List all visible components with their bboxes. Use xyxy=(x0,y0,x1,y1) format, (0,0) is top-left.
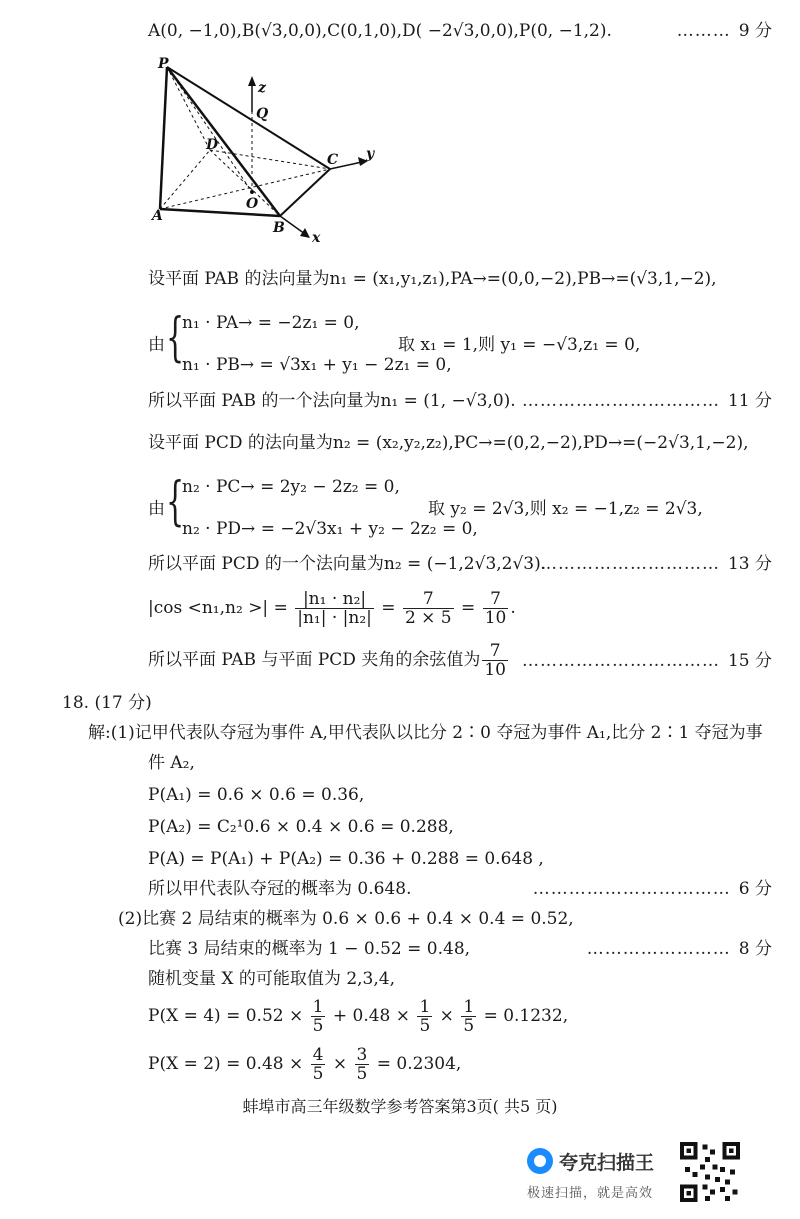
brand-name: 夸克扫描王 xyxy=(559,1152,655,1174)
edge-bc xyxy=(280,169,330,216)
score-15: …………………………… 15 分 xyxy=(521,651,772,671)
origin-dot xyxy=(250,190,254,194)
pab-eq2: n₁ · PB→ = √3x₁ + y₁ − 2z₁ = 0, xyxy=(182,355,452,375)
edge-ab xyxy=(160,209,280,216)
score-8: …………………… 8 分 xyxy=(586,939,772,959)
q18-pa1: P(A₁) = 0.6 × 0.6 = 0.36, xyxy=(148,785,365,805)
pab-solve: 取 x₁ = 1,则 y₁ = −√3,z₁ = 0, xyxy=(398,335,641,355)
label-x: x xyxy=(312,230,321,246)
q18-pa2: P(A₂) = C₂¹0.6 × 0.4 × 0.6 = 0.288, xyxy=(148,817,454,837)
pcd-solve: 取 y₂ = 2√3,则 x₂ = −1,z₂ = 2√3, xyxy=(428,499,703,519)
q18-part1-line1: 解:(1)记甲代表队夺冠为事件 A,甲代表队以比分 2∶0 夺冠为事件 A₁,比分 2∶1 夺冠为事 xyxy=(88,723,763,743)
q18-part2-line1: (2)比赛 2 局结束的概率为 0.6 × 0.6 + 0.4 × 0.4 = 0.52, xyxy=(118,909,574,929)
edge-ad xyxy=(160,150,210,209)
px2-line: P(X = 2) = 0.48 × $\frac{4}{5}$ × $\frac{3}{5}$ = 0.2304, xyxy=(148,1045,462,1084)
pcd-brace: { xyxy=(166,472,185,532)
pyramid-figure xyxy=(140,52,400,252)
score-13: ………………………… 13 分 xyxy=(539,554,772,574)
q18-header: 18. (17 分) xyxy=(62,693,152,713)
pab-you: 由 xyxy=(148,335,165,355)
pab-eq1: n₁ · PA→ = −2z₁ = 0, xyxy=(182,313,360,333)
pcd-eq2: n₂ · PD→ = −2√3x₁ + y₂ − 2z₂ = 0, xyxy=(182,519,478,539)
edge-pc xyxy=(167,67,330,169)
cos-line: |cos <n₁,n₂ >| = $\frac{\text{|n₁ · n₂|}}{\text{|n₁| · |n₂|}}$ = $\frac{7}{2 \times 5}$ = $\frac{7}{10}$ . xyxy=(148,589,516,628)
edge-pa xyxy=(160,67,167,209)
score-6: …………………………… 6 分 xyxy=(532,879,772,899)
label-p: P xyxy=(158,56,169,72)
label-b: B xyxy=(273,220,285,236)
q18-part2-line2: 比赛 3 局结束的概率为 1 − 0.52 = 0.48, xyxy=(148,939,471,959)
axis-x-arrow xyxy=(300,228,310,238)
label-c: C xyxy=(327,152,339,168)
brand-slogan: 极速扫描，就是高效 xyxy=(527,1186,654,1201)
cos-frac3: $\frac{7}{10}$ xyxy=(484,589,507,628)
pcd-eq1: n₂ · PC→ = 2y₂ − 2z₂ = 0, xyxy=(182,477,400,497)
pcd-you: 由 xyxy=(148,499,165,519)
page-footer: 蚌埠市高三年级数学参考答案第3页( 共5 页) xyxy=(242,1097,558,1116)
pcd-result: 所以平面 PCD 的一个法向量为n₂ = (−1,2√3,2√3). xyxy=(148,554,547,574)
label-o: O xyxy=(246,196,259,212)
label-d: D xyxy=(206,137,219,153)
qr-code-icon xyxy=(680,1142,740,1202)
cos-frac1: $\frac{\text{|n₁ · n₂|}}{\text{|n₁| · |n₂|}}$ xyxy=(297,589,372,628)
pab-result: 所以平面 PAB 的一个法向量为n₁ = (1, −√3,0). xyxy=(148,391,516,411)
label-a: A xyxy=(152,208,163,224)
cos-frac2: $\frac{7}{2 \times 5}$ xyxy=(404,589,452,628)
pcd-intro: 设平面 PCD 的法向量为n₂ = (x₂,y₂,z₂),PC→=(0,2,−2),PD→=(−2√3,1,−2), xyxy=(148,433,749,453)
score-11: …………………………… 11 分 xyxy=(521,391,772,411)
points-line: A(0, −1,0),B(√3,0,0),C(0,1,0),D( −2√3,0,0),P(0, −1,2). xyxy=(148,21,612,41)
q18-pa-result: 所以甲代表队夺冠的概率为 0.648. xyxy=(148,879,412,899)
quark-logo-icon xyxy=(527,1148,553,1174)
label-z: z xyxy=(258,80,266,96)
cos-lhs: |cos <n₁,n₂ >| = xyxy=(148,598,288,618)
edge-dc xyxy=(210,150,330,169)
axis-z-arrow xyxy=(248,76,256,86)
conclusion-line: 所以平面 PAB 与平面 PCD 夹角的余弦值为 $\frac{7}{10}$ xyxy=(148,641,506,680)
label-q: Q xyxy=(256,106,269,122)
q18-part1-line2: 件 A₂, xyxy=(148,753,195,773)
pab-intro: 设平面 PAB 的法向量为n₁ = (x₁,y₁,z₁),PA→=(0,0,−2),PB→=(√3,1,−2), xyxy=(148,269,717,289)
score-9: ……… 9 分 xyxy=(676,21,772,41)
pab-brace: { xyxy=(166,308,185,368)
q18-pa: P(A) = P(A₁) + P(A₂) = 0.36 + 0.288 = 0.648 , xyxy=(148,849,544,869)
px4-line: P(X = 4) = 0.52 × $\frac{1}{5}$ + 0.48 × $\frac{1}{5}$ × $\frac{1}{5}$ = 0.1232, xyxy=(148,997,569,1036)
label-y: y xyxy=(366,146,375,162)
q18-part2-line3: 随机变量 X 的可能取值为 2,3,4, xyxy=(148,969,395,989)
edge-ac xyxy=(160,169,330,209)
